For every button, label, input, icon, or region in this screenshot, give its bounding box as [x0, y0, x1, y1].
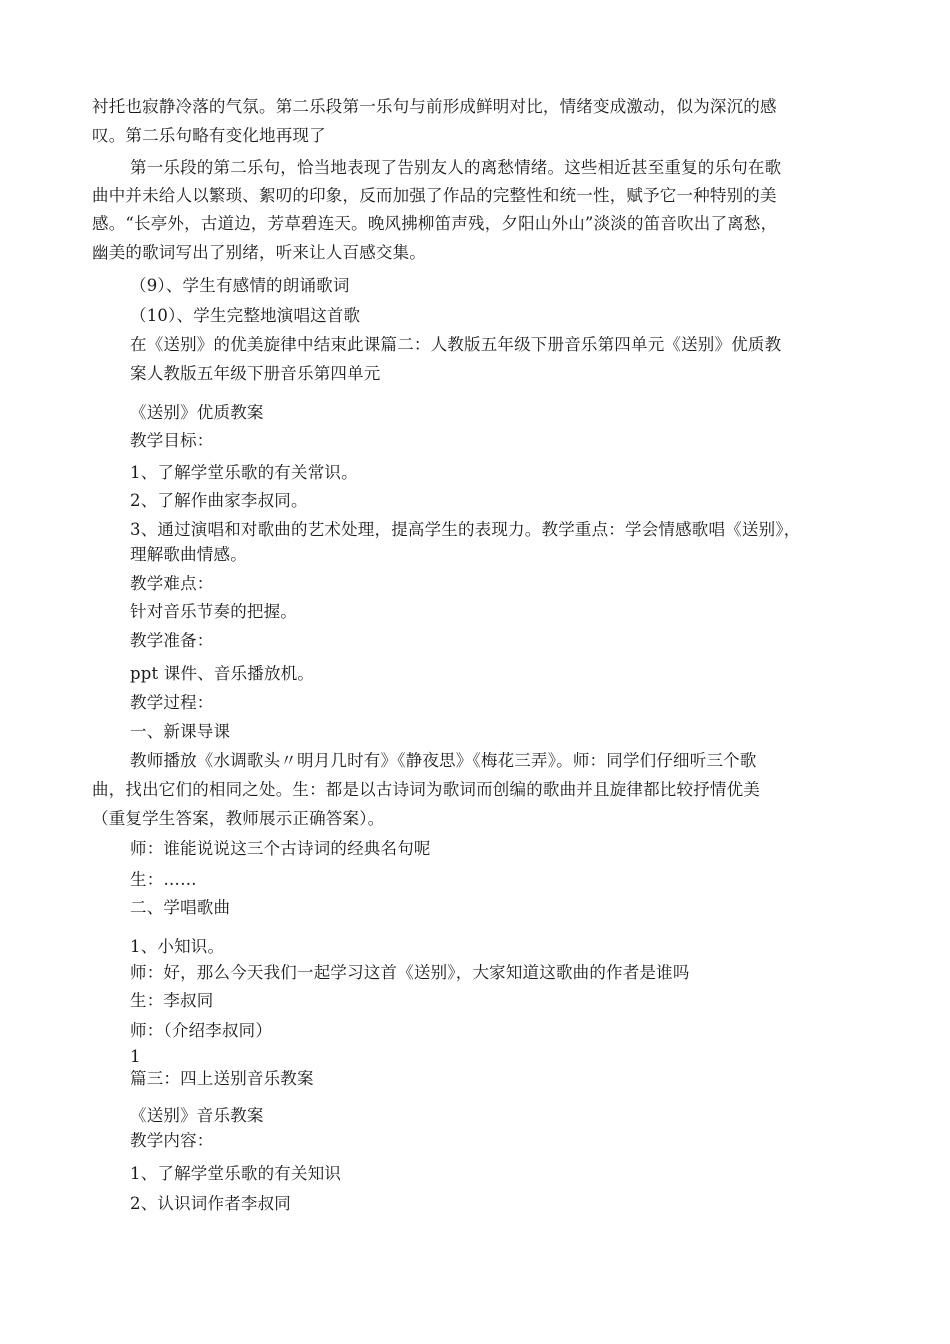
text-line: 教学过程： — [130, 693, 214, 712]
section-heading: 篇三：四上送别音乐教案 — [130, 1069, 314, 1088]
text-line: 幽美的歌词写出了别绪，听来让人百感交集。 — [92, 243, 426, 262]
text-line: 理解歌曲情感。 — [130, 545, 247, 564]
text-line: 教师播放《水调歌头〃明月几时有》《静夜思》《梅花三弄》。师：同学们仔细听三个歌 — [130, 751, 757, 770]
list-item: 1、小知识。 — [130, 937, 225, 956]
list-item: 2、了解作曲家李叔同。 — [130, 491, 308, 510]
text-line: 案人教版五年级下册音乐第四单元 — [130, 364, 381, 383]
text-line: 衬托也寂静冷落的气氛。第二乐段第一乐句与前形成鲜明对比，情绪变成激动，似为深沉的感 — [92, 97, 777, 116]
text-line: 针对音乐节奏的把握。 — [130, 602, 297, 621]
text-line: 教学准备： — [130, 631, 214, 650]
text-line: （10）、学生完整地演唱这首歌 — [130, 306, 361, 325]
section-title: 《送别》音乐教案 — [130, 1106, 264, 1125]
text-line: 在《送别》的优美旋律中结束此课篇二：人教版五年级下册音乐第四单元《送别》优质教 — [130, 335, 782, 354]
text-line: 生：…… — [130, 870, 197, 889]
text-line: 叹。第二乐句略有变化地再现了 — [92, 126, 326, 145]
text-line: 生：李叔同 — [130, 991, 214, 1010]
section-heading: 一、新课导课 — [130, 722, 231, 741]
list-item: 1、了解学堂乐歌的有关知识 — [130, 1164, 342, 1183]
text-line: （9）、学生有感情的朗诵歌词 — [130, 276, 350, 295]
text-line: 师：谁能说说这三个古诗词的经典名句呢 — [130, 839, 431, 858]
list-item: 2、认识词作者李叔同 — [130, 1194, 291, 1213]
page-number: 1 — [130, 1047, 141, 1066]
list-item: 3、通过演唱和对歌曲的艺术处理，提高学生的表现力。教学重点：学会情感歌唱《送别》， — [130, 520, 801, 539]
text-line: 师：（介绍李叔同） — [130, 1021, 273, 1040]
text-line: 曲中并未给人以繁琐、絮叨的印象，反而加强了作品的完整性和统一性，赋予它一种特别的美 — [92, 186, 777, 205]
text-line: 教学难点： — [130, 574, 214, 593]
text-line: 教学内容： — [130, 1131, 214, 1150]
text-line: 师：好，那么今天我们一起学习这首《送别》，大家知道这歌曲的作者是谁吗 — [130, 963, 690, 982]
list-item: 1、了解学堂乐歌的有关常识。 — [130, 463, 358, 482]
text-line: 感。“长亭外，古道边，芳草碧连天。晚风拂柳笛声残，夕阳山外山”淡淡的笛音吹出了离愁， — [92, 214, 778, 233]
text-line: 第一乐段的第二乐句，恰当地表现了告别友人的离愁情绪。这些相近甚至重复的乐句在歌 — [130, 158, 782, 177]
text-line: 曲，找出它们的相同之处。生：都是以古诗词为歌词而创编的歌曲并且旋律都比较抒情优美 — [92, 780, 760, 799]
section-title: 《送别》优质教案 — [130, 403, 264, 422]
text-line: （重复学生答案，教师展示正确答案）。 — [92, 809, 385, 828]
section-heading: 二、学唱歌曲 — [130, 898, 231, 917]
text-line: ppt 课件、音乐播放机。 — [130, 664, 315, 683]
text-line: 教学目标： — [130, 431, 214, 450]
